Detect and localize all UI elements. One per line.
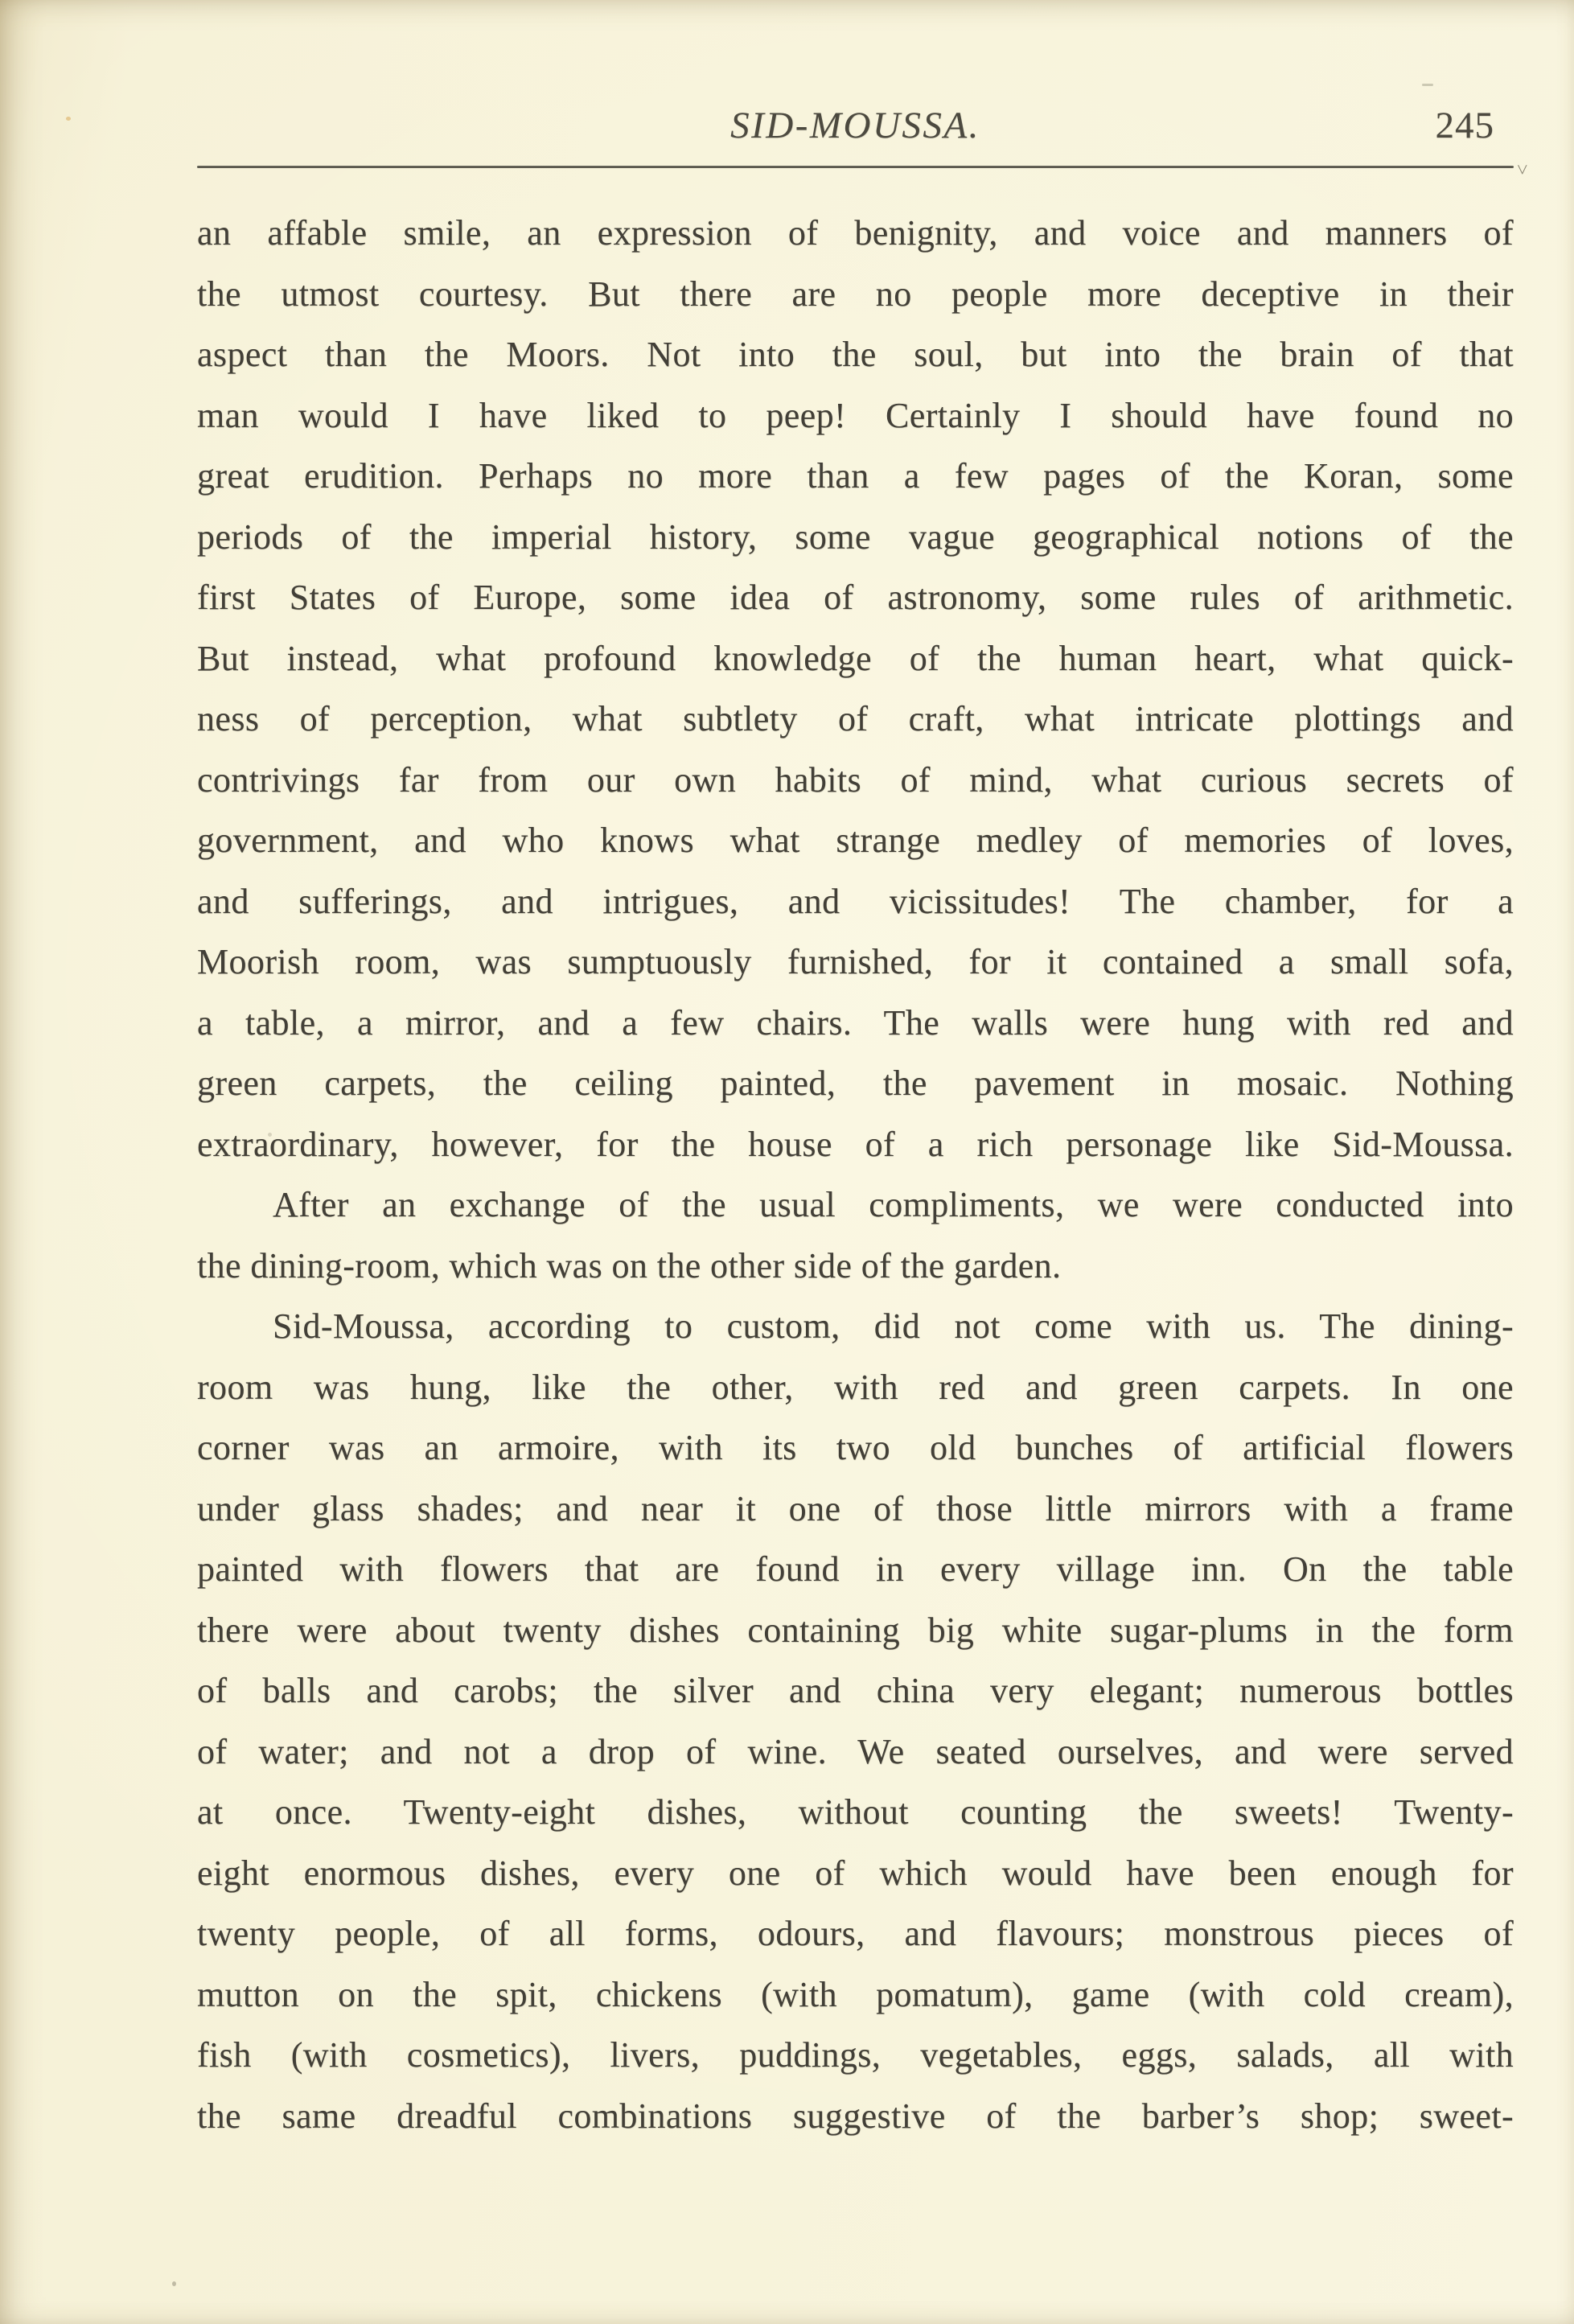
text-line: After an exchange of the usual compliments, we were conducted into <box>273 1185 1514 1224</box>
text-line: the dining-room, which was on the other side of the garden. <box>197 1245 1062 1285</box>
paper-speck <box>66 117 71 121</box>
text-line: room was hung, like the other, with red and green carpets. In one <box>197 1367 1514 1407</box>
text-line: the same dreadful combinations suggestive of the barber’s shop; sweet- <box>197 2096 1514 2136</box>
text-line: of water; and not a drop of wine. We seated ourselves, and were served <box>197 1731 1514 1771</box>
text-line: fish (with cosmetics), livers, puddings, vegetables, eggs, salads, all with <box>197 2035 1514 2075</box>
text-line: government, and who knows what strange medley of memories of loves, <box>197 821 1514 860</box>
text-line: great erudition. Perhaps no more than a few pages of the Koran, some <box>197 456 1514 496</box>
text-line: the utmost courtesy. But there are no people more deceptive in their <box>197 274 1514 314</box>
text-line: and sufferings, and intrigues, and vicissitudes! The chamber, for a <box>197 881 1514 921</box>
text-line: first States of Europe, some idea of astronomy, some rules of arithmetic. <box>197 578 1514 617</box>
text-line: periods of the imperial history, some vague geographical notions of the <box>197 516 1514 557</box>
text-line: Moorish room, was sumptuously furnished, for it contained a small sofa, <box>197 942 1514 981</box>
text-line: contrivings far from our own habits of mind, what curious secrets of <box>197 759 1514 800</box>
page-number: 245 <box>1435 105 1494 146</box>
text-line: Sid-Moussa, according to custom, did not come with us. The dining- <box>273 1306 1514 1346</box>
header-rule <box>197 166 1514 168</box>
text-line: painted with flowers that are found in every village inn. On the table <box>197 1549 1514 1589</box>
text-line: of balls and carobs; the silver and china very elegant; numerous bottles <box>197 1671 1514 1710</box>
scan-artifact-mark: ˅ <box>1517 160 1528 181</box>
text-line: a table, a mirror, and a few chairs. The walls were hung with red and <box>197 1002 1514 1043</box>
text-line: corner was an armoire, with its two old bunches of artificial flowers <box>197 1428 1514 1467</box>
text-line: under glass shades; and near it one of those little mirrors with a frame <box>197 1488 1514 1528</box>
text-line: aspect than the Moors. Not into the soul, but into the brain of that <box>197 335 1514 374</box>
text-block <box>197 203 1514 2146</box>
text-line: eight enormous dishes, every one of which would have been enough for <box>197 1853 1514 1893</box>
paper-speck <box>1422 84 1433 86</box>
text-line: there were about twenty dishes containing big white sugar-plums in the form <box>197 1610 1514 1650</box>
text-line: extraordinary, however, for the house of a rich personage like Sid-Moussa. <box>197 1124 1514 1164</box>
text-line: But instead, what profound knowledge of the human heart, what quick- <box>197 638 1514 678</box>
text-line: mutton on the spit, chickens (with pomatum), game (with cold cream), <box>197 1974 1514 2014</box>
text-line: an affable smile, an expression of benignity, and voice and manners of <box>197 213 1514 253</box>
text-line: green carpets, the ceiling painted, the pavement in mosaic. Nothing <box>197 1063 1514 1103</box>
text-line: twenty people, of all forms, odours, and flavours; monstrous pieces of <box>197 1914 1514 1953</box>
text-line: ness of perception, what subtlety of craft, what intricate plottings and <box>197 699 1514 738</box>
text-line: man would I have liked to peep! Certainly I should have found no <box>197 395 1514 435</box>
text-line: at once. Twenty-eight dishes, without counting the sweets! Twenty- <box>197 1792 1514 1832</box>
paper-speck <box>268 1133 272 1137</box>
running-header-title: SID-MOUSSA. <box>730 105 980 146</box>
paper-speck <box>172 2281 176 2286</box>
